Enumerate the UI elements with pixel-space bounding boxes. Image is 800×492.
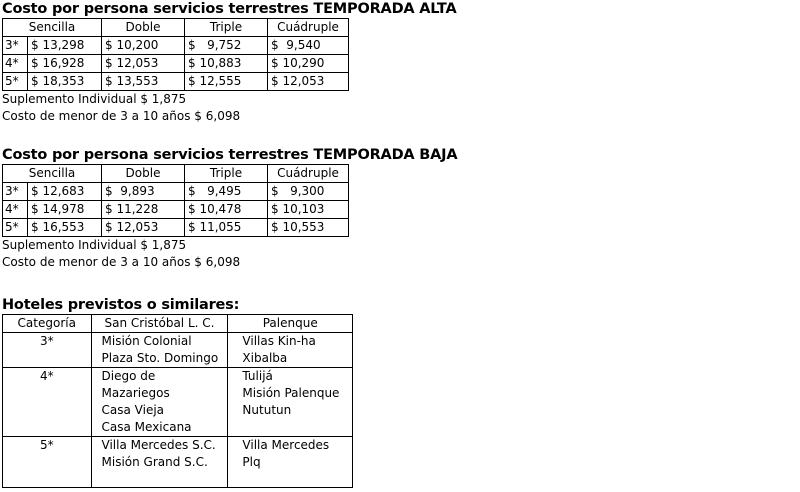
hotel-name: Tulijá	[242, 369, 273, 383]
price-cuadruple: $ 10,103	[268, 201, 349, 219]
category-cell: 3*	[3, 333, 92, 368]
header-triple: Triple	[185, 165, 268, 183]
table-row	[3, 368, 353, 437]
price-sencilla: $ 13,298	[28, 37, 102, 55]
price-doble: $ 12,053	[102, 55, 185, 73]
hotels-section	[2, 297, 353, 488]
hotel-name: Mazariegos	[101, 386, 170, 400]
header-doble: Doble	[102, 165, 185, 183]
high-season-supplement: Suplemento Individual $ 1,875	[2, 92, 187, 106]
price-sencilla: $ 14,978	[28, 201, 102, 219]
category-cell: 4*	[3, 55, 28, 73]
hotels-table	[2, 314, 353, 488]
table-row	[3, 437, 353, 488]
category-cell: 4*	[3, 201, 28, 219]
category-cell: 3*	[3, 183, 28, 201]
price-sencilla: $ 12,683	[28, 183, 102, 201]
price-triple: $ 9,495	[185, 183, 268, 201]
hotel-name: Casa Vieja	[101, 403, 165, 417]
price-triple: $ 9,752	[185, 37, 268, 55]
price-sencilla: $ 18,353	[28, 73, 102, 91]
price-cuadruple: $ 9,300	[268, 183, 349, 201]
category-cell: 5*	[3, 73, 28, 91]
table-row	[3, 37, 349, 55]
header-doble: Doble	[102, 19, 185, 37]
high-season-section	[2, 1, 457, 125]
palenque-hotels	[228, 333, 353, 368]
price-triple: $ 11,055	[185, 219, 268, 237]
hotel-name: Misión Palenque	[242, 386, 340, 400]
price-triple: $ 10,883	[185, 55, 268, 73]
san-cristobal-hotels	[91, 333, 228, 368]
hotel-name: Misión Grand S.C.	[101, 455, 208, 469]
low-season-minor-cost: Costo de menor de 3 a 10 años $ 6,098	[2, 255, 241, 269]
table-header-row	[3, 315, 353, 333]
high-season-minor-cost: Costo de menor de 3 a 10 años $ 6,098	[2, 109, 241, 123]
high-season-price-table	[2, 18, 349, 91]
price-doble: $ 9,893	[102, 183, 185, 201]
table-header-row	[3, 19, 349, 37]
san-cristobal-hotels	[91, 437, 228, 488]
table-row	[3, 219, 349, 237]
table-header-row	[3, 165, 349, 183]
category-cell: 5*	[3, 437, 92, 488]
category-cell: 5*	[3, 219, 28, 237]
low-season-supplement: Suplemento Individual $ 1,875	[2, 238, 187, 252]
price-cuadruple: $ 12,053	[268, 73, 349, 91]
table-row	[3, 73, 349, 91]
header-triple: Triple	[185, 19, 268, 37]
price-cuadruple: $ 10,553	[268, 219, 349, 237]
category-cell: 4*	[3, 368, 92, 437]
header-cuadruple: Cuádruple	[268, 19, 349, 37]
table-row	[3, 201, 349, 219]
price-doble: $ 12,053	[102, 219, 185, 237]
table-row	[3, 55, 349, 73]
header-cuadruple: Cuádruple	[268, 165, 349, 183]
hotel-name: Villas Kin-ha	[242, 334, 316, 348]
low-season-price-table	[2, 164, 349, 237]
hotel-name: Villa Mercedes	[242, 438, 330, 452]
price-triple: $ 10,478	[185, 201, 268, 219]
table-row	[3, 183, 349, 201]
san-cristobal-hotels	[91, 368, 228, 437]
header-palenque: Palenque	[228, 315, 353, 333]
price-doble: $ 11,228	[102, 201, 185, 219]
hotels-title: Hoteles previstos o similares:	[2, 297, 240, 313]
header-categoria: Categoría	[3, 315, 92, 333]
price-cuadruple: $ 10,290	[268, 55, 349, 73]
high-season-title: Costo por persona servicios terrestres TEMPORADA ALTA	[2, 1, 457, 17]
hotel-name: Diego de	[101, 369, 156, 383]
price-cuadruple: $ 9,540	[268, 37, 349, 55]
price-sencilla: $ 16,553	[28, 219, 102, 237]
palenque-hotels	[228, 368, 353, 437]
header-sencilla: Sencilla	[3, 165, 102, 183]
header-sencilla: Sencilla	[3, 19, 102, 37]
hotel-name: Villa Mercedes S.C.	[101, 438, 216, 452]
header-san-cristobal: San Cristóbal L. C.	[91, 315, 228, 333]
hotel-name: Nututun	[242, 403, 292, 417]
low-season-section	[2, 147, 457, 271]
hotel-name: Casa Mexicana	[101, 420, 192, 434]
palenque-hotels	[228, 437, 353, 488]
hotel-name: Xibalba	[242, 351, 288, 365]
price-doble: $ 10,200	[102, 37, 185, 55]
hotel-name: Plq	[242, 455, 261, 469]
low-season-title: Costo por persona servicios terrestres TEMPORADA BAJA	[2, 147, 458, 163]
hotel-name: Misión Colonial	[101, 334, 192, 348]
price-doble: $ 13,553	[102, 73, 185, 91]
price-sencilla: $ 16,928	[28, 55, 102, 73]
category-cell: 3*	[3, 37, 28, 55]
price-triple: $ 12,555	[185, 73, 268, 91]
hotel-name: Plaza Sto. Domingo	[101, 351, 219, 365]
table-row	[3, 333, 353, 368]
